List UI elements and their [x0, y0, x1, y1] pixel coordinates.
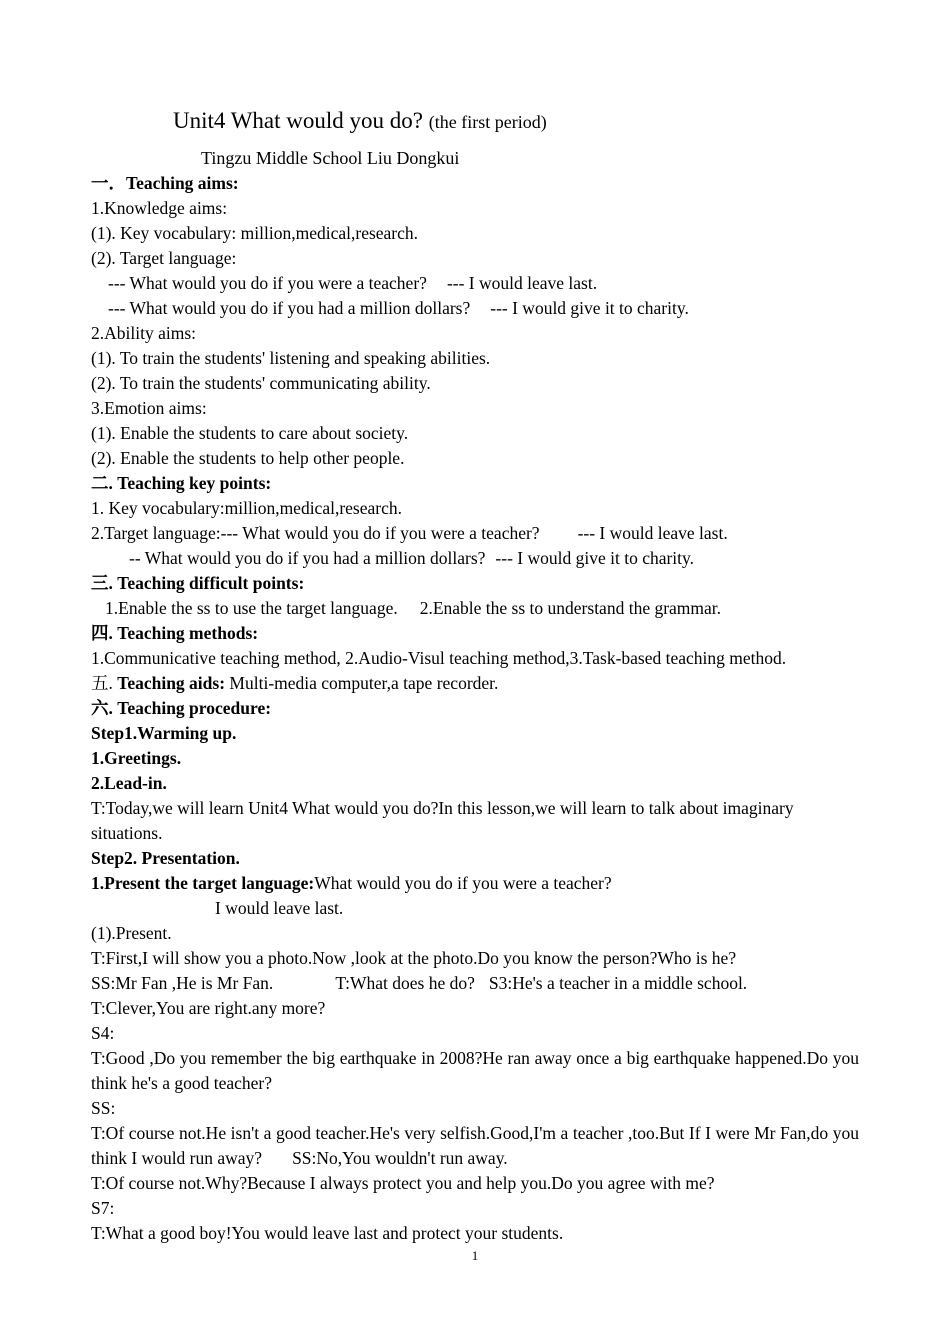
section-number: 二. [91, 473, 113, 493]
title-subtitle: (the first period) [428, 112, 547, 132]
step1-lead-in: 2.Lead-in. [91, 773, 167, 793]
section-number: 六. [91, 698, 113, 718]
knowledge-target: (2). Target language: [91, 248, 237, 268]
dialogue-part: T:What does he do? [335, 973, 475, 993]
section-heading-key-points [91, 471, 859, 496]
dialogue-part: T:Of course not.He isn't a good teacher.He's very selfish.Good,I'm a teacher ,too.But If I were Mr Fan,do you think I would run away? [91, 1123, 859, 1168]
section-heading-text: Teaching difficult points: [112, 573, 305, 593]
section-heading-procedure [91, 696, 859, 721]
dialogue-part: SS:No,You wouldn't run away. [292, 1148, 508, 1168]
title-main: Unit4 What would you do? [173, 108, 423, 133]
knowledge-vocab: (1). Key vocabulary: million,medical,research. [91, 223, 419, 243]
ability-item-2: (2). To train the students' communicating ability. [91, 373, 431, 393]
dialogue-line: T:First,I will show you a photo.Now ,look at the photo.Do you know the person?Who is he? [91, 948, 737, 968]
section-number: 一． [91, 173, 126, 193]
key-point-question: -- What would you do if you had a million dollars? [129, 548, 486, 568]
section-heading-text: Teaching aids: [112, 673, 226, 693]
key-point-question: 2.Target language:--- What would you do if you were a teacher? [91, 523, 540, 543]
key-point-1: 1. Key vocabulary:million,medical,research. [91, 498, 402, 518]
dialogue-line: T:What a good boy!You would leave last and protect your students. [91, 1223, 564, 1243]
present-target-label: 1.Present the target language: [91, 873, 315, 893]
present-sub: (1).Present. [91, 923, 172, 943]
lead-in-text: T:Today,we will learn Unit4 What would you do?In this lesson,we will learn to talk about imaginary situations. [91, 798, 794, 843]
dialogue-line: T:Clever,You are right.any more? [91, 998, 326, 1018]
difficult-point-1: 1.Enable the ss to use the target language. [105, 598, 398, 618]
aids-text: Multi-media computer,a tape recorder. [225, 673, 499, 693]
present-target-question: What would you do if you were a teacher? [314, 873, 612, 893]
key-point-answer: --- I would give it to charity. [495, 548, 695, 568]
emotion-item-1: (1). Enable the students to care about society. [91, 423, 409, 443]
dialogue-line: S4: [91, 1023, 115, 1043]
present-target [91, 871, 859, 896]
step1-greetings: 1.Greetings. [91, 748, 182, 768]
example-answer: --- I would leave last. [446, 273, 598, 293]
example-question: --- What would you do if you had a million dollars? [108, 298, 471, 318]
step2-heading: Step2. Presentation. [91, 848, 240, 868]
ability-item-1: (1). To train the students' listening and speaking abilities. [91, 348, 491, 368]
document-title [173, 108, 547, 134]
emotion-item-2: (2). Enable the students to help other people. [91, 448, 405, 468]
dialogue-line: S7: [91, 1198, 115, 1218]
dialogue-line: T:Of course not.Why?Because I always protect you and help you.Do you agree with me? [91, 1173, 715, 1193]
section-heading-text: Teaching methods: [112, 623, 259, 643]
dialogue-line [91, 971, 859, 996]
section-heading-difficult-points [91, 571, 859, 596]
difficult-points [91, 596, 859, 621]
knowledge-example-1 [91, 271, 859, 296]
key-point-answer: --- I would leave last. [577, 523, 728, 543]
section-heading-aims [91, 171, 859, 196]
knowledge-example-2 [91, 296, 859, 321]
dialogue-line: SS: [91, 1098, 116, 1118]
methods-text: 1.Communicative teaching method, 2.Audio-Visul teaching method,3.Task-based teaching method. [91, 648, 787, 668]
section-aids [91, 671, 859, 696]
difficult-point-2: 2.Enable the ss to understand the grammar. [419, 598, 722, 618]
section-number: 四. [91, 623, 113, 643]
section-heading-text: Teaching key points: [112, 473, 272, 493]
knowledge-aims-heading: 1.Knowledge aims: [91, 198, 228, 218]
section-number: 三. [91, 573, 113, 593]
example-question: --- What would you do if you were a teacher? [108, 273, 427, 293]
example-answer: --- I would give it to charity. [490, 298, 689, 318]
step1-heading: Step1.Warming up. [91, 723, 237, 743]
dialogue-part: S3:He's a teacher in a middle school. [488, 973, 748, 993]
dialogue-part: SS:Mr Fan ,He is Mr Fan. [91, 973, 274, 993]
key-point-3 [91, 546, 859, 571]
section-number: 五. [91, 673, 113, 693]
ability-aims-heading: 2.Ability aims: [91, 323, 196, 343]
emotion-aims-heading: 3.Emotion aims: [91, 398, 207, 418]
section-heading-text: Teaching aims: [126, 173, 239, 193]
section-heading-text: Teaching procedure: [112, 698, 272, 718]
section-heading-methods [91, 621, 859, 646]
document-body [91, 171, 859, 1246]
dialogue-line: T:Good ,Do you remember the big earthquake in 2008?He ran away once a big earthquake happened.Do you think he's a good teacher? [91, 1048, 859, 1093]
dialogue-line [91, 1121, 859, 1171]
author-line: Tingzu Middle School Liu Dongkui [201, 148, 460, 168]
page-number: 1 [471, 1248, 479, 1263]
present-answer: I would leave last. [215, 898, 344, 918]
key-point-2 [91, 521, 859, 546]
